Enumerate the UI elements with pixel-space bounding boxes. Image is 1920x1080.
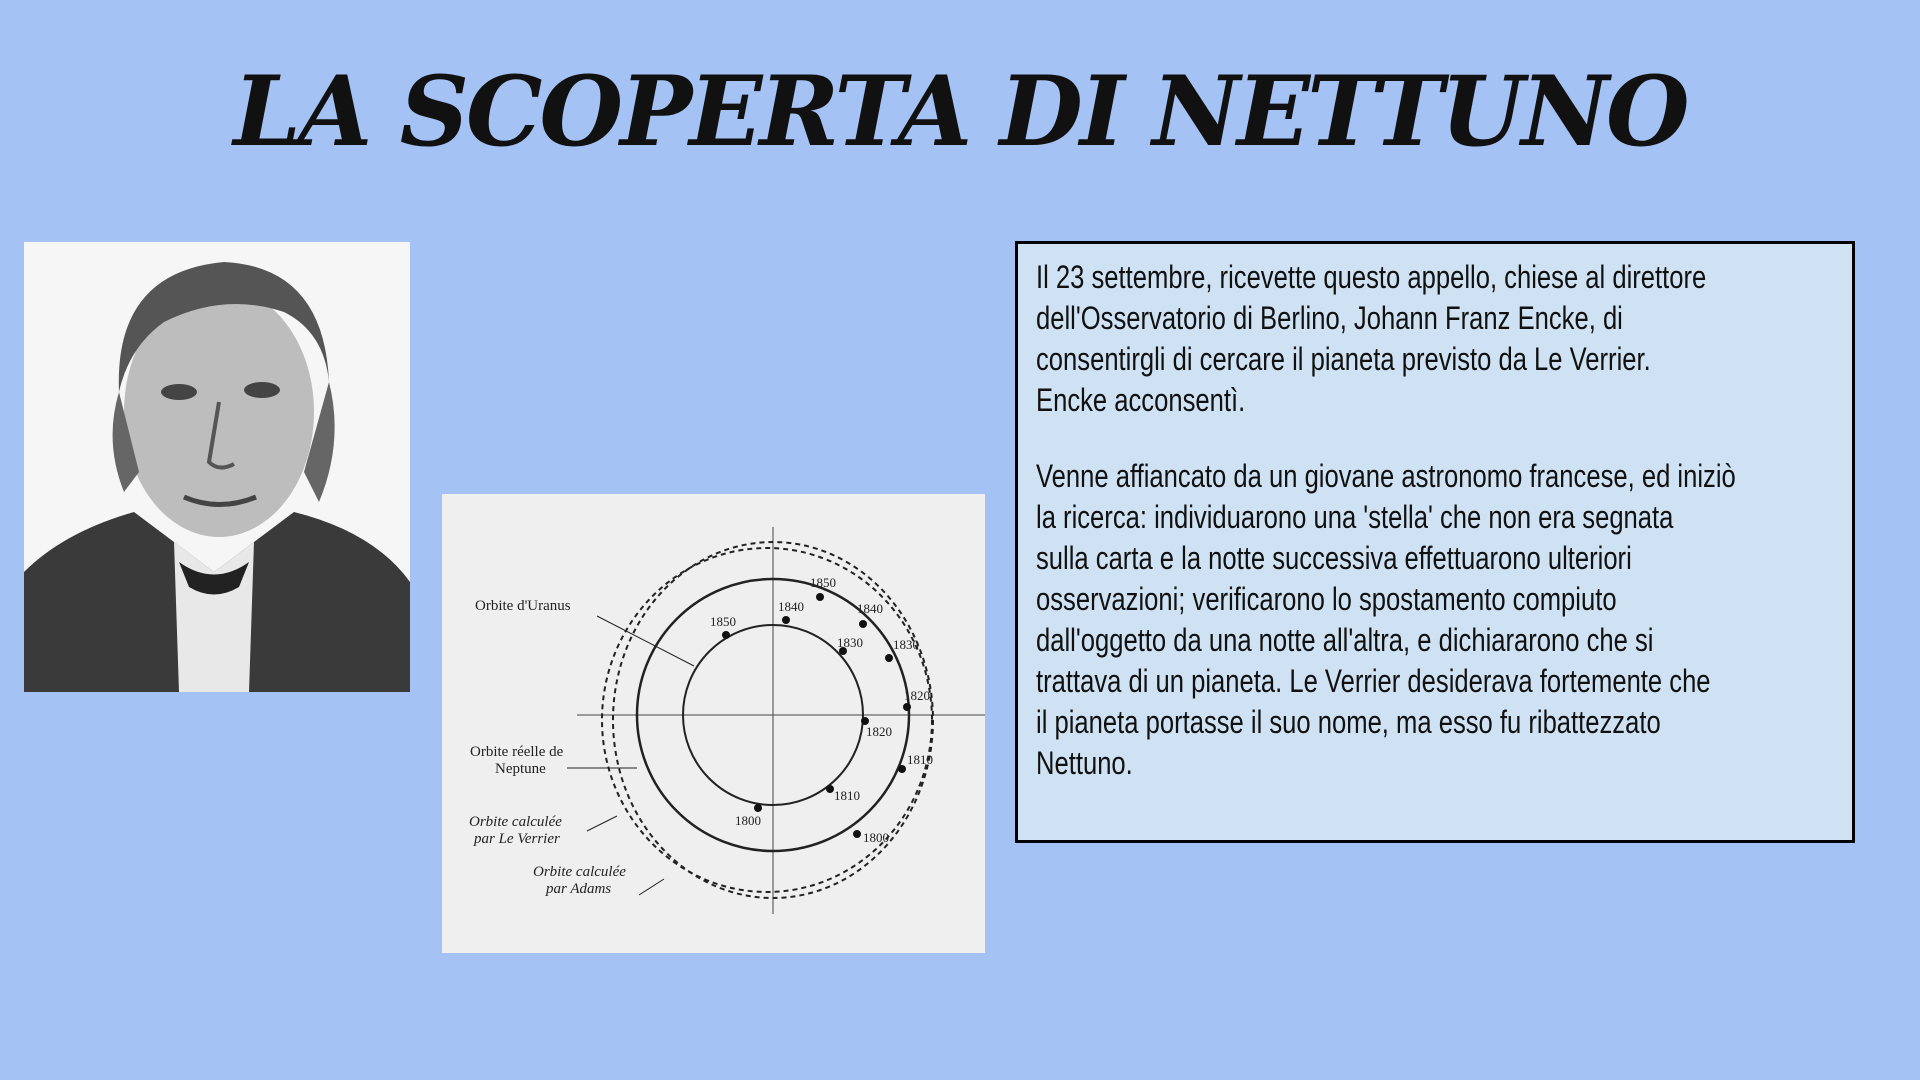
outer-year-label: 1810	[907, 752, 933, 767]
arrow	[639, 879, 664, 895]
arrow	[587, 816, 617, 831]
neptune-label-line2: Neptune	[495, 761, 546, 777]
portrait-engraving	[24, 242, 410, 692]
inner-year-label: 1820	[866, 724, 892, 739]
text-line: Il 23 settembre, ricevette questo appello, chiese al direttore	[1036, 259, 1707, 295]
orbit-diagram-svg	[442, 494, 985, 953]
text-line: dall'oggetto da una notte all'altra, e dichiararono che si	[1036, 622, 1654, 658]
text-line: consentirgli di cercare il pianeta previsto da Le Verrier.	[1036, 341, 1651, 377]
text-line: dell'Osservatorio di Berlino, Johann Franz Encke, di	[1036, 300, 1623, 336]
text-line: Venne affiancato da un giovane astronomo francese, ed iniziò	[1036, 458, 1736, 494]
portrait-image	[24, 242, 410, 692]
text-line: sulla carta e la notte successiva effettuarono ulteriori	[1036, 540, 1632, 576]
text-line: Encke acconsentì.	[1036, 382, 1246, 418]
orbit-diagram	[442, 494, 985, 953]
uranus-label: Orbite d'Uranus	[475, 598, 571, 614]
adams-label-line2: par Adams	[546, 881, 612, 897]
outer-year-label: 1850	[810, 575, 836, 590]
paragraph-1	[1036, 257, 1874, 421]
text-line: il pianeta portasse il suo nome, ma esso fu ribattezzato	[1036, 704, 1661, 740]
inner-year-label: 1830	[837, 635, 863, 650]
outer-year-label: 1840	[857, 601, 883, 616]
text-line: trattava di un pianeta. Le Verrier desiderava fortemente che	[1036, 663, 1711, 699]
inner-year-label: 1800	[735, 813, 761, 828]
arrow	[597, 616, 694, 666]
outer-year-label: 1830	[893, 637, 919, 652]
leverrier-label-line1: Orbite calculée	[469, 814, 562, 830]
inner-year-label: 1850	[710, 614, 736, 629]
text-line: la ricerca: individuarono una 'stella' che non era segnata	[1036, 499, 1674, 535]
inner-year-label: 1810	[834, 788, 860, 803]
paragraph-2	[1036, 456, 1911, 784]
inner-year-label: 1840	[778, 599, 804, 614]
page-title: LA SCOPERTA DI NETTUNO	[233, 55, 1687, 168]
outer-year-label: 1800	[863, 830, 889, 845]
outer-year-label: 1820	[904, 688, 930, 703]
neptune-label-line1: Orbite réelle de	[470, 744, 564, 760]
adams-label-line1: Orbite calculée	[533, 864, 626, 880]
text-line: osservazioni; verificarono lo spostamento compiuto	[1036, 581, 1617, 617]
leverrier-label-line2: par Le Verrier	[474, 831, 560, 847]
text-line: Nettuno.	[1036, 745, 1133, 781]
text-box	[1015, 241, 1855, 843]
